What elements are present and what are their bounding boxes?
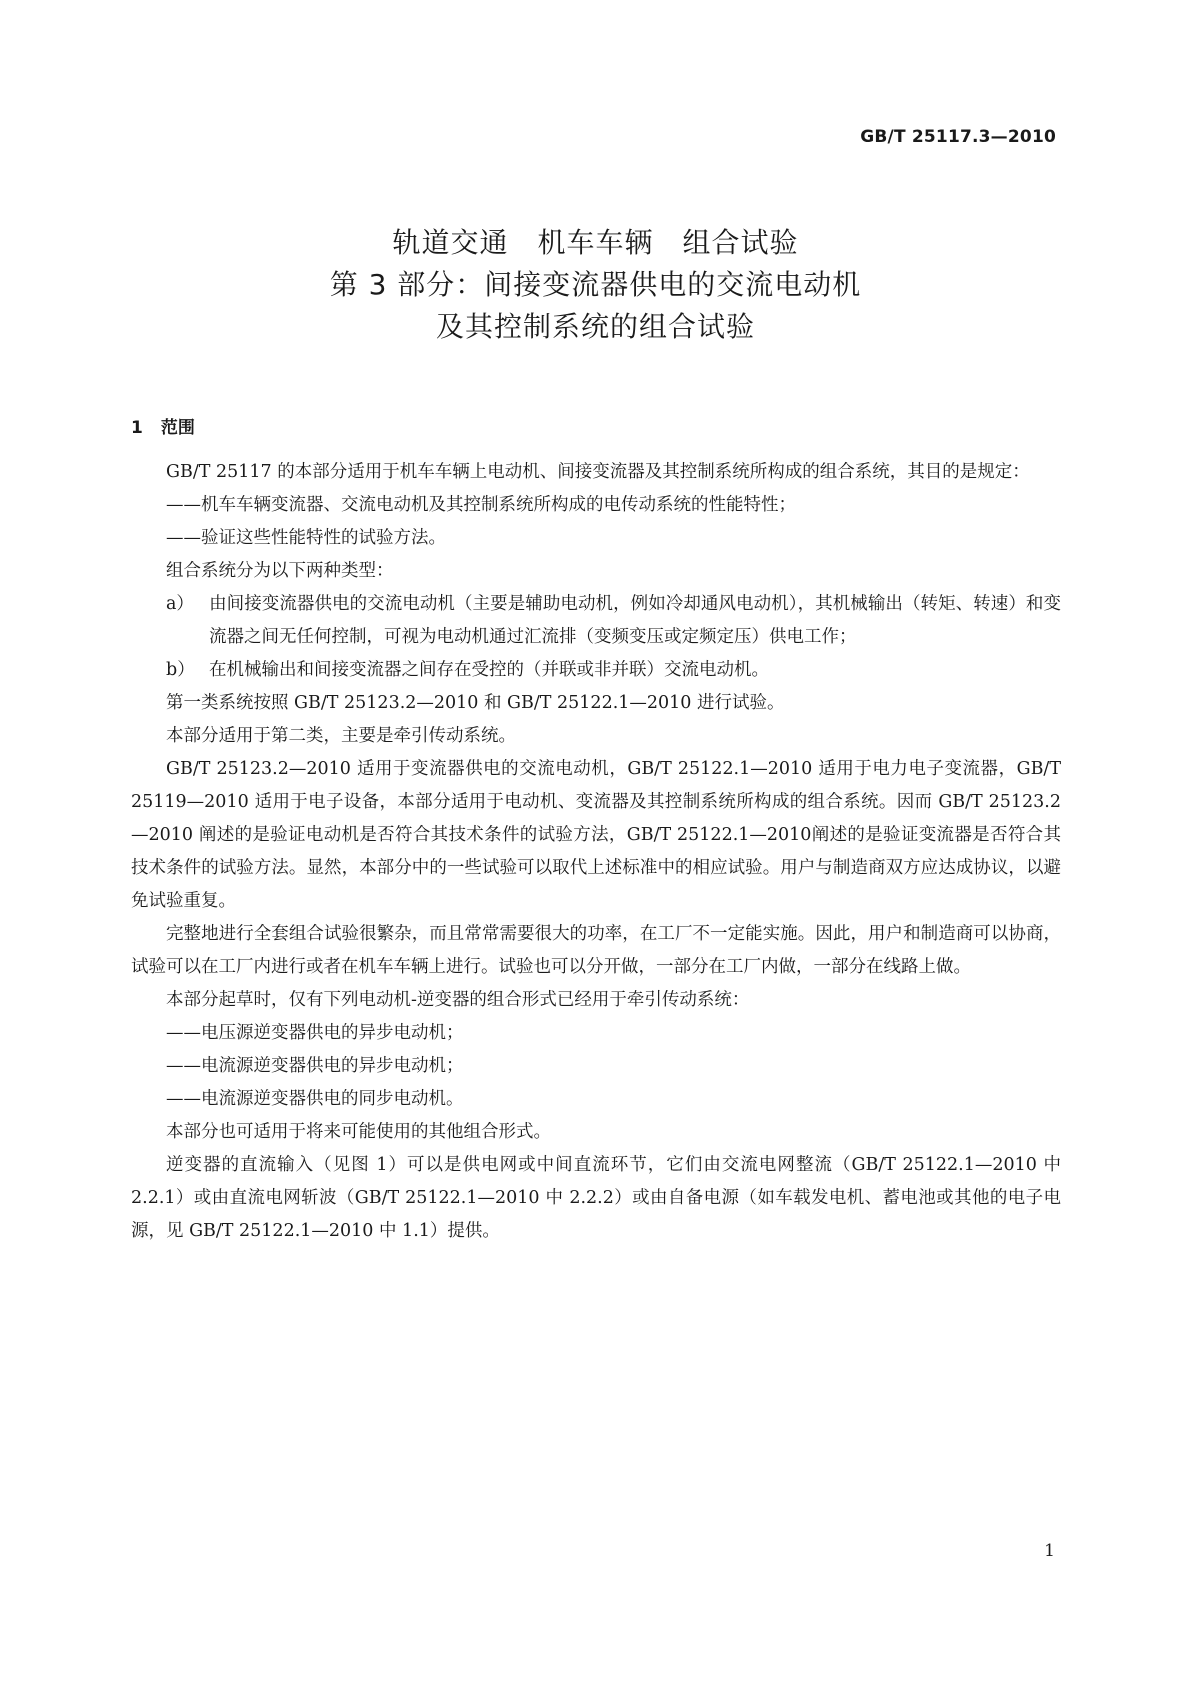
section-heading (131, 413, 195, 438)
title-line-3: 及其控制系统的组合试验 (435, 310, 755, 343)
list-marker-b: b） (166, 660, 195, 680)
page-number: 1 (1044, 1541, 1055, 1561)
paragraph-dc-input: 逆变器的直流输入（见图 1）可以是供电网或中间直流环节，它们由交流电网整流（GB/T 25122.1—2010 中 2.2.1）或由直流电网斩波（GB/T 25122.1—2010 中 2.2.2）或由自备电源（如车载发电机、蓄电池或其他的电子电源，见 GB/T 25122.1—2010 中 1.1）提供。 (131, 1155, 1061, 1241)
paragraph-second-type: 本部分适用于第二类，主要是牵引传动系统。 (166, 726, 516, 746)
dash-item-test-methods: ——验证这些性能特性的试验方法。 (166, 528, 446, 548)
dash-item-current-source-async: ——电流源逆变器供电的异步电动机； (166, 1056, 464, 1076)
list-item-b (131, 654, 1061, 687)
section-body (131, 456, 1061, 1248)
standard-code: GB/T 25117.3—2010 (860, 127, 1056, 147)
paragraph-related-standards: GB/T 25123.2—2010 适用于变流器供电的交流电动机，GB/T 25122.1—2010 适用于电力电子变流器，GB/T 25119—2010 适用于电子设备，本部分适用于电动机、变流器及其控制系统所构成的组合系统。因而 GB/T 25123.2—2010 阐述的是验证电动机是否符合其技术条件的试验方法，GB/T 25122.1—2010阐述的是验证变流器是否符合其技术条件的试验方法。显然，本部分中的一些试验可以取代上述标准中的相应试验。用户与制造商双方应达成协议，以避免试验重复。 (131, 759, 1061, 911)
paragraph-system-types: 组合系统分为以下两种类型： (166, 561, 394, 581)
paragraph-future-forms: 本部分也可适用于将来可能使用的其他组合形式。 (166, 1122, 551, 1142)
dash-item-performance: ——机车车辆变流器、交流电动机及其控制系统所构成的电传动系统的性能特性； (166, 495, 796, 515)
dash-item-voltage-source: ——电压源逆变器供电的异步电动机； (166, 1023, 464, 1043)
section-title: 范围 (160, 418, 195, 438)
title-line-2: 第 3 部分：间接变流器供电的交流电动机 (329, 268, 862, 301)
paragraph-test-location: 完整地进行全套组合试验很繁杂，而且常常需要很大的功率，在工厂不一定能实施。因此，用户和制造商可以协商，试验可以在工厂内进行或者在机车车辆上进行。试验也可以分开做，一部分在工厂内做，一部分在线路上做。 (131, 924, 1061, 977)
paragraph-scope: GB/T 25117 的本部分适用于机车车辆上电动机、间接变流器及其控制系统所构成的组合系统，其目的是规定： (166, 462, 1030, 482)
dash-item-current-source-sync: ——电流源逆变器供电的同步电动机。 (166, 1089, 464, 1109)
paragraph-combinations: 本部分起草时，仅有下列电动机-逆变器的组合形式已经用于牵引传动系统： (166, 990, 750, 1010)
paragraph-first-type: 第一类系统按照 GB/T 25123.2—2010 和 GB/T 25122.1—2010 进行试验。 (166, 693, 785, 713)
document-title (0, 222, 1191, 348)
list-text-a: 由间接变流器供电的交流电动机（主要是辅助电动机，例如冷却通风电动机），其机械输出（转矩、转速）和变流器之间无任何控制，可视为电动机通过汇流排（变频变压或定频定压）供电工作； (209, 594, 1061, 647)
section-number: 1 (131, 418, 143, 438)
list-item-a (131, 588, 1061, 654)
list-marker-a: a） (166, 594, 194, 614)
title-line-1: 轨道交通 机车车辆 组合试验 (392, 226, 799, 259)
list-text-b: 在机械输出和间接变流器之间存在受控的（并联或非并联）交流电动机。 (209, 660, 769, 680)
